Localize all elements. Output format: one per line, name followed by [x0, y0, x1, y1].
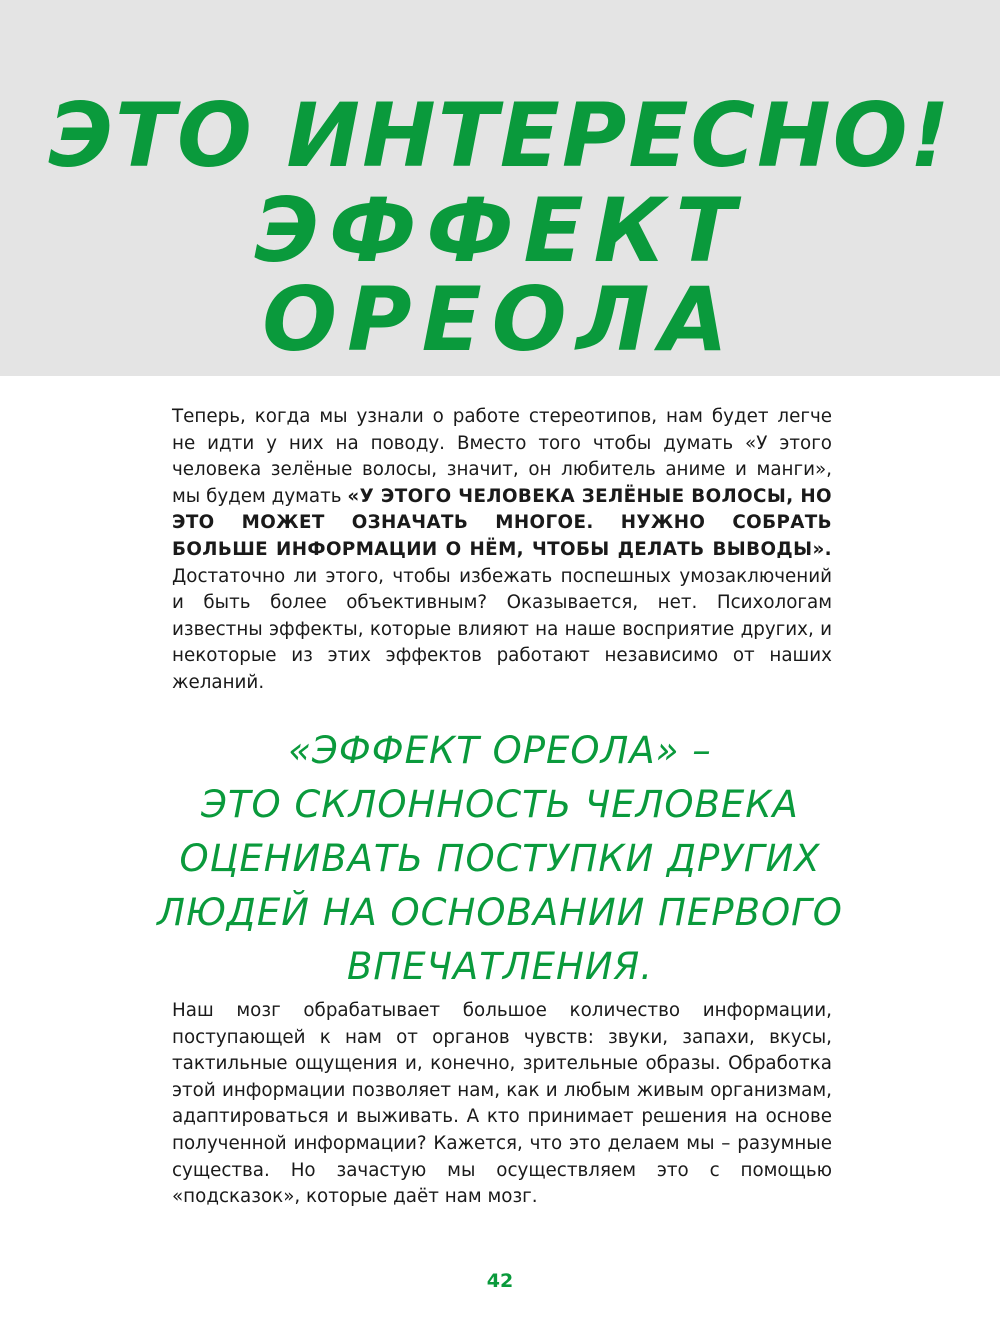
page-number: 42	[486, 1270, 514, 1292]
intro-text-start: Теперь, когда мы узнали о работе стереотипов, нам будет легче не идти у них на поводу. Вместо того чтобы думать «У этого человека зелёные волосы, значит, он любитель аниме и манги», мы будем думать	[172, 406, 832, 507]
intro-text-end: Достаточно ли этого, чтобы избежать поспешных умозаключений и быть более объективным? Оказывается, нет. Психологам известны эффекты, которые влияют на наше восприятие других, и некоторые из этих эффектов работают независимо от наших желаний.	[172, 565, 832, 693]
header-band	[0, 0, 1000, 376]
body-paragraph: Наш мозг обрабатывает большое количество информации, поступающей к нам от органов чувств: звуки, запахи, вкусы, тактильные ощущения и, конечно, зрительные образы. Обработка этой информации позволяет нам, как и любым живым организмам, адаптироваться и выживать. А кто принимает решения на основе полученной информации? Кажется, что это делаем мы – разумные существа. Но зачастую мы осуществляем это с помощью «подсказок», которые даёт нам мозг.	[172, 1000, 832, 1208]
page-title-line-2: ЭФФЕКТ	[254, 179, 746, 282]
intro-bold-statement: «У ЭТОГО ЧЕЛОВЕКА ЗЕЛЁНЫЕ ВОЛОСЫ, НО ЭТО МОЖЕТ ОЗНАЧАТЬ МНОГОЕ. НУЖНО СОБРАТЬ БОЛЬШЕ ИНФОРМАЦИИ О НЁМ, ЧТОБЫ ДЕЛАТЬ ВЫВОДЫ».	[172, 485, 832, 560]
definition-quote	[120, 724, 880, 994]
quote-line: ВПЕЧАТЛЕНИЯ.	[346, 945, 654, 988]
quote-line: ЛЮДЕЙ НА ОСНОВАНИИ ПЕРВОГО	[157, 891, 843, 934]
quote-line: «ЭФФЕКТ ОРЕОЛА» –	[288, 729, 712, 772]
intro-paragraph	[172, 404, 832, 697]
quote-line: ОЦЕНИВАТЬ ПОСТУПКИ ДРУГИХ	[179, 837, 821, 880]
page-title-line-3: ОРЕОЛА	[262, 268, 738, 371]
quote-line: ЭТО СКЛОННОСТЬ ЧЕЛОВЕКА	[201, 783, 799, 826]
page-title-line-1: ЭТО ИНТЕРЕСНО!	[48, 84, 952, 187]
